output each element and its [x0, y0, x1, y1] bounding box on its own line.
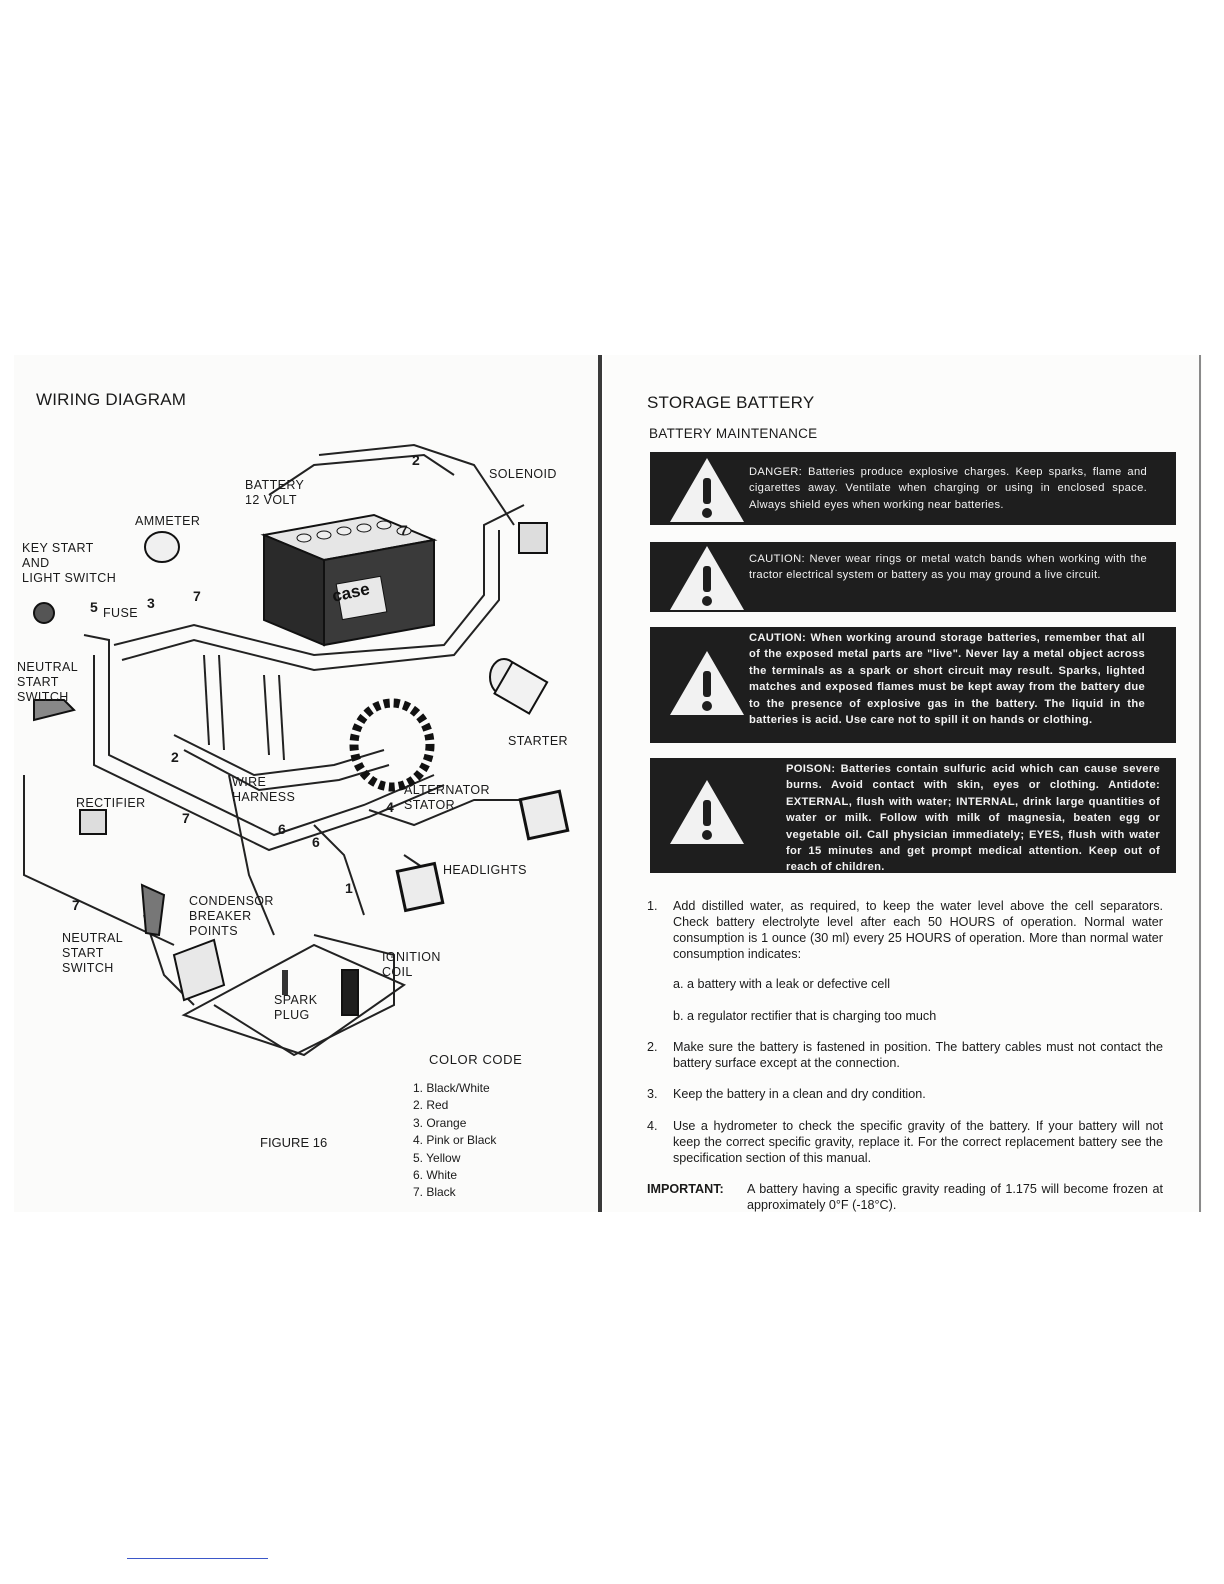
item-text: Keep the battery in a clean and dry condition.	[673, 1087, 926, 1101]
important-label: IMPORTANT:	[647, 1182, 724, 1196]
wire-number-1: 1	[345, 880, 353, 896]
caution-box-1	[650, 542, 1176, 612]
ignition-coil-drawing	[342, 970, 358, 1015]
label-headlights: HEADLIGHTS	[443, 863, 527, 877]
neutral-switch-bottom-drawing	[142, 885, 164, 935]
poison-text: POISON: Batteries contain sulfuric acid which can cause severe burns. Avoid contact with skin, eyes or clothing. Antidote: EXTERNAL, flush with water; INTERNAL, drink large quantities of water or milk. Follow with milk of magnesia, beaten egg or vegetable oil. Call physician immediately; EYES, flush with water for 15 minutes and get prompt medical attention. Keep out of reach of children.	[786, 763, 1160, 874]
label-fuse: FUSE	[103, 606, 138, 620]
wire-number-6-b: 6	[312, 834, 320, 850]
wire-number-7-ammeter: 7	[193, 588, 201, 604]
sub-item-a: a. a battery with a leak or defective cell	[673, 977, 891, 991]
battery-brand-logo: case	[330, 579, 372, 606]
stator-drawing	[354, 703, 430, 787]
maintenance-item-1	[647, 898, 1163, 962]
item-number: 3.	[647, 1087, 658, 1101]
label-key-start: KEY START AND LIGHT SWITCH	[22, 541, 117, 585]
warning-triangle-icon	[668, 456, 746, 524]
color-code-item: 7. Black	[413, 1185, 456, 1200]
bottom-link-line	[127, 1558, 268, 1559]
color-code-item: 2. Red	[413, 1098, 449, 1113]
maintenance-item-2	[647, 1039, 1163, 1071]
warning-triangle-icon	[668, 778, 746, 846]
section-title: STORAGE BATTERY	[647, 393, 815, 412]
book-gutter	[598, 355, 602, 1212]
maintenance-item-4	[647, 1118, 1163, 1166]
label-ignition-coil: IGNITION COIL	[382, 950, 441, 979]
poison-box	[650, 758, 1176, 873]
label-neutral-start-bottom: NEUTRAL START SWITCH	[62, 931, 124, 975]
color-code-item: 3. Orange	[413, 1115, 467, 1130]
figure-label: FIGURE 16	[260, 1135, 328, 1150]
wire-number-7-mid: 7	[182, 810, 190, 826]
solenoid-drawing	[519, 523, 547, 553]
key-switch-drawing	[34, 603, 54, 623]
important-note	[647, 1181, 1163, 1213]
warning-triangle-icon	[668, 544, 746, 612]
battery-drawing	[264, 515, 434, 645]
color-code-item: 1. Black/White	[413, 1081, 490, 1095]
color-code-title: COLOR CODE	[429, 1052, 523, 1067]
label-neutral-start-top: NEUTRAL START SWITCH	[17, 660, 79, 704]
ammeter-drawing	[145, 532, 179, 562]
important-text: A battery having a specific gravity reading of 1.175 will become frozen at approximately 0°F (-18°C).	[747, 1182, 1163, 1212]
label-ammeter: AMMETER	[135, 514, 201, 528]
caution-text-1: CAUTION: Never wear rings or metal watch bands when working with the tractor electrical system or battery as you may ground a live circuit.	[749, 553, 1147, 582]
color-code-list	[413, 1080, 496, 1202]
label-solenoid: SOLENOID	[489, 467, 557, 481]
wire-number-6-a: 6	[278, 821, 286, 837]
color-code-item: 5. Yellow	[413, 1150, 461, 1165]
wire-number-3: 3	[147, 595, 155, 611]
page-title: WIRING DIAGRAM	[36, 390, 187, 409]
wire-number-7-low: 7	[72, 897, 80, 913]
item-text: Make sure the battery is fastened in position. The battery cables must not contact the battery surface except at the connection.	[673, 1040, 1163, 1070]
page-edge	[1199, 355, 1201, 1212]
wire-number-4: 4	[386, 799, 394, 815]
item-text: Add distilled water, as required, to keep the water level above the cell separators. Check battery electrolyte level after each 50 HOURS of operation. Normal water consumption is 1 ounce (30 ml) every 25 HOURS of operation. More than normal water consumption indicates:	[673, 899, 1163, 961]
starter-drawing	[490, 659, 547, 713]
rectifier-drawing	[80, 810, 106, 834]
color-code-item: 4. Pink or Black	[413, 1133, 497, 1148]
item-number: 4.	[647, 1119, 658, 1133]
caution-text-2: CAUTION: When working around storage batteries, remember that all of the exposed metal parts are "live". Never lay a metal object across the terminals as a spark or short circuit may result. Sparks, lighted matches and exposed flames must be kept away from the battery due to the presence of explosive gas in the battery. The liquid in the batteries is acid. Use care not to spill it on hands or clothing.	[749, 632, 1145, 727]
wire-number-5: 5	[90, 599, 98, 615]
item-number: 1.	[647, 899, 658, 913]
danger-box	[650, 452, 1176, 525]
label-wire-harness: WIRE HARNESS	[232, 775, 296, 804]
danger-text: DANGER: Batteries produce explosive charges. Keep sparks, flame and cigarettes away. Ventilate when charging or using in enclosed space. Always shield eyes when working near batteries.	[749, 466, 1147, 511]
wiring-diagram	[14, 355, 600, 1212]
right-page	[604, 355, 1202, 1212]
label-spark-plug: SPARK PLUG	[274, 993, 318, 1022]
wire-number-2-top: 2	[412, 452, 420, 468]
wire-number-2-mid: 2	[171, 749, 179, 765]
label-alternator: ALTERNATOR STATOR	[404, 783, 490, 812]
label-rectifier: RECTIFIER	[76, 796, 146, 810]
left-page	[14, 355, 600, 1212]
condensor-drawing	[174, 940, 224, 1000]
section-subtitle: BATTERY MAINTENANCE	[649, 426, 818, 441]
label-condensor: CONDENSOR BREAKER POINTS	[189, 894, 274, 938]
item-text: Use a hydrometer to check the specific gravity of the battery. If your battery will not keep the correct specific gravity, replace it. For the correct replacement battery see the specification section of this manual.	[673, 1119, 1163, 1165]
sub-item-b: b. a regulator rectifier that is charging too much	[673, 1009, 937, 1023]
caution-box-2	[650, 627, 1176, 743]
spark-plug-drawing	[282, 970, 288, 995]
label-battery: BATTERY 12 VOLT	[245, 478, 305, 507]
maintenance-item-3	[647, 1086, 1163, 1102]
label-starter: STARTER	[508, 734, 568, 748]
warning-triangle-icon	[668, 649, 746, 717]
item-number: 2.	[647, 1040, 658, 1054]
wire-number-7-battery: 7	[400, 522, 408, 538]
color-code-item: 6. White	[413, 1168, 458, 1183]
